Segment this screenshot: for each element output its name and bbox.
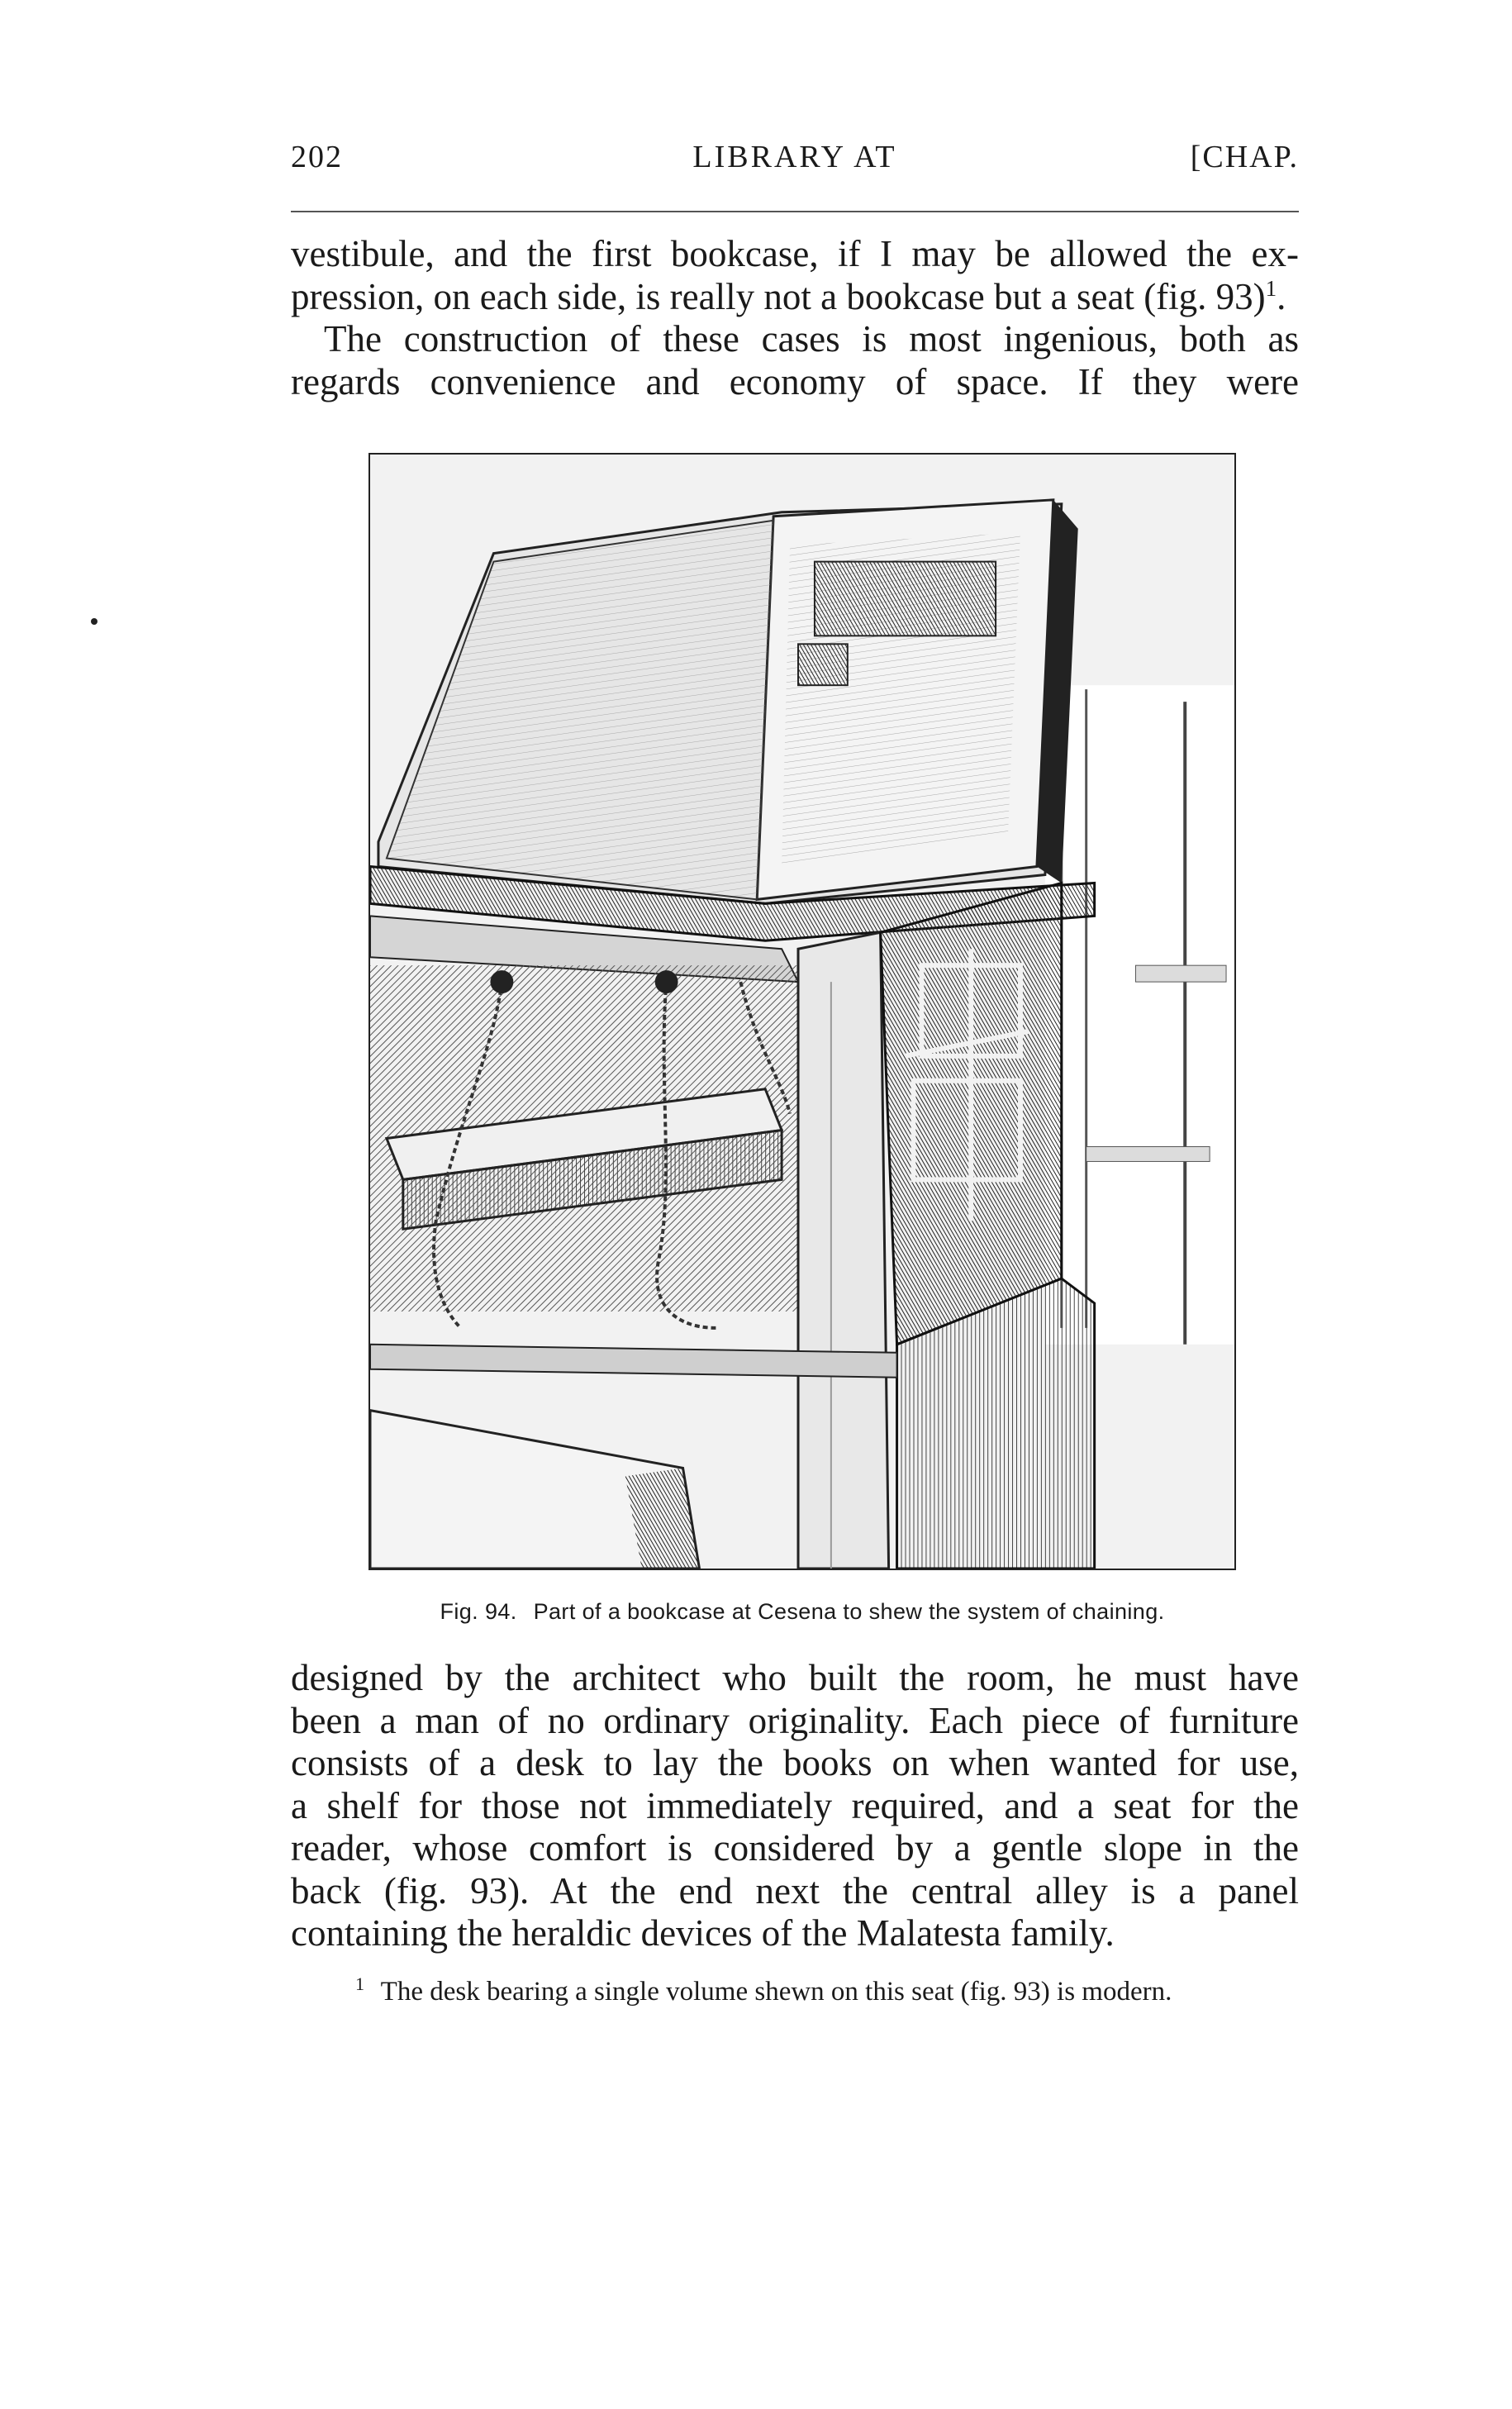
figure-caption [368, 1599, 1236, 1625]
bookcase-engraving [370, 455, 1234, 1569]
figure-label: Fig. 94. [440, 1599, 517, 1624]
text-line: vestibule, and the first bookcase, if I may be allowed the ex- [291, 233, 1299, 274]
footnote-mark: 1 [355, 1973, 364, 1994]
text-line: back (fig. 93). At the end next the central alley is a panel [291, 1869, 1299, 1911]
footnote-text: The desk bearing a single volume shewn on this seat (fig. 93) is modern. [380, 1977, 1172, 2007]
text-line: a shelf for those not immediately required, and a seat for the [291, 1784, 1299, 1826]
header-rule [291, 211, 1299, 212]
paragraph-top [291, 233, 1299, 403]
text-line: been a man of no ordinary originality. Each piece of furniture [291, 1699, 1299, 1741]
page-number: 202 [291, 140, 343, 174]
text-line: regards convenience and economy of space. If they were [291, 360, 1299, 402]
footnote [355, 1973, 1299, 2007]
running-title: LIBRARY AT [692, 140, 897, 174]
figure-illustration [368, 453, 1236, 1570]
text-line-with-footnote-ref: pression, on each side, is really not a bookcase but a seat (fig. 93)$^1$. [291, 275, 1286, 317]
text-line: designed by the architect who built the room, he must have [291, 1657, 1299, 1698]
text-line: pression, on each side, is really not a bookcase but a seat (fig. 93) [291, 275, 1266, 317]
text-line: The construction of these cases is most ingenious, both as [324, 318, 1299, 359]
text-line: containing the heraldic devices of the Malatesta family. [291, 1912, 1115, 1954]
text-line: consists of a desk to lay the books on when wanted for use, [291, 1742, 1299, 1783]
text-line: reader, whose comfort is considered by a gentle slope in the [291, 1827, 1299, 1869]
chapter-mark: [CHAP. [1190, 140, 1299, 174]
running-header [291, 139, 1299, 188]
paragraph-bottom [291, 1657, 1299, 1955]
figure-caption-text: Part of a bookcase at Cesena to shew the system of chaining. [533, 1599, 1165, 1624]
stray-ink-dot [91, 618, 97, 625]
footnote-reference[interactable]: 1 [1265, 275, 1277, 301]
